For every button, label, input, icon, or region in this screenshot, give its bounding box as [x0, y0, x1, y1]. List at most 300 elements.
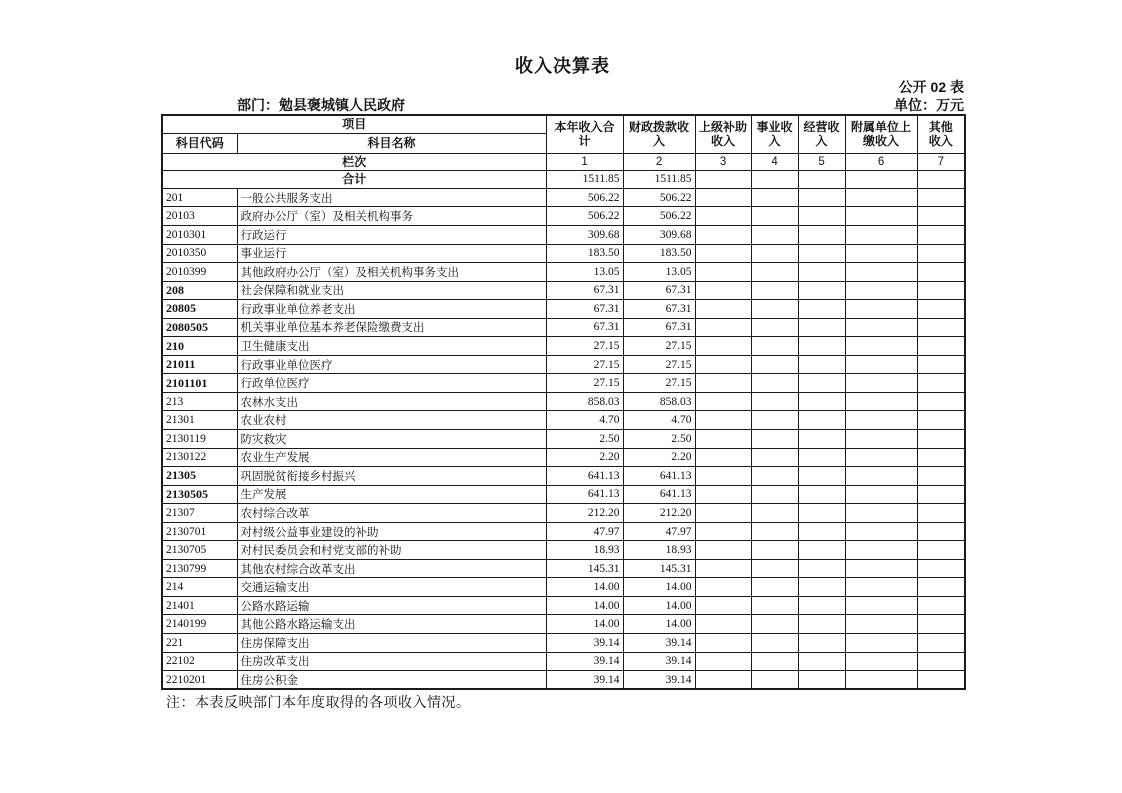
column-index-label: 栏次	[162, 153, 546, 170]
value-cell	[695, 671, 751, 690]
value-cell	[845, 225, 917, 244]
value-cell	[917, 448, 965, 467]
table-row	[162, 355, 965, 374]
value-cell	[798, 225, 845, 244]
table-row	[162, 225, 965, 244]
value-cell	[751, 300, 798, 319]
subject-name-cell: 住房保障支出	[237, 634, 546, 653]
header-subject-name: 科目名称	[237, 133, 546, 153]
subject-code-cell: 2010399	[162, 263, 237, 282]
value-cell	[845, 615, 917, 634]
value-cell	[845, 559, 917, 578]
value-cell	[798, 652, 845, 671]
value-cell	[751, 615, 798, 634]
value-cell: 27.15	[546, 337, 623, 356]
value-cell: 2.50	[546, 430, 623, 449]
value-cell	[751, 522, 798, 541]
header-col-fiscal-appropriation: 财政拨款收入	[623, 115, 695, 153]
value-cell	[917, 578, 965, 597]
value-cell: 14.00	[623, 578, 695, 597]
subject-code-cell: 21307	[162, 504, 237, 523]
value-cell	[798, 244, 845, 263]
column-index-cell: 7	[917, 153, 965, 170]
value-cell	[695, 263, 751, 282]
value-cell	[751, 448, 798, 467]
value-cell: 145.31	[623, 559, 695, 578]
value-cell	[751, 337, 798, 356]
table-row	[162, 318, 965, 337]
subject-code-cell: 2010350	[162, 244, 237, 263]
value-cell	[798, 281, 845, 300]
total-value-cell	[695, 170, 751, 188]
subject-code-cell: 21011	[162, 355, 237, 374]
value-cell	[751, 467, 798, 486]
value-cell	[751, 318, 798, 337]
table-row	[162, 188, 965, 207]
header-col-subordinate-remit: 附属单位上缴收入	[845, 115, 917, 153]
value-cell	[751, 207, 798, 226]
value-cell	[845, 337, 917, 356]
value-cell: 27.15	[623, 355, 695, 374]
value-cell	[751, 559, 798, 578]
value-cell	[751, 634, 798, 653]
subject-code-cell: 2010301	[162, 225, 237, 244]
subject-code-cell: 2130799	[162, 559, 237, 578]
subject-code-cell: 208	[162, 281, 237, 300]
value-cell: 858.03	[623, 392, 695, 411]
value-cell	[917, 392, 965, 411]
value-cell	[695, 188, 751, 207]
value-cell	[798, 207, 845, 226]
value-cell	[798, 318, 845, 337]
header-col-superior-subsidy: 上级补助收入	[695, 115, 751, 153]
value-cell	[695, 467, 751, 486]
header-col-business-income: 事业收入	[751, 115, 798, 153]
value-cell	[798, 355, 845, 374]
value-cell: 27.15	[623, 374, 695, 393]
total-value-cell	[917, 170, 965, 188]
table-row	[162, 467, 965, 486]
value-cell	[845, 596, 917, 615]
value-cell: 2.50	[623, 430, 695, 449]
header-col-other-income: 其他收入	[917, 115, 965, 153]
value-cell	[845, 411, 917, 430]
value-cell	[798, 615, 845, 634]
value-cell	[751, 596, 798, 615]
value-cell	[798, 578, 845, 597]
subject-name-cell: 事业运行	[237, 244, 546, 263]
table-row	[162, 485, 965, 504]
value-cell	[695, 392, 751, 411]
subject-code-cell: 213	[162, 392, 237, 411]
value-cell	[751, 504, 798, 523]
revenue-table	[161, 114, 966, 690]
value-cell	[798, 504, 845, 523]
unit-label: 单位：万元	[894, 97, 964, 113]
total-value-cell: 1511.85	[546, 170, 623, 188]
value-cell	[917, 615, 965, 634]
subject-code-cell: 22102	[162, 652, 237, 671]
value-cell	[917, 225, 965, 244]
value-cell: 39.14	[546, 634, 623, 653]
subject-name-cell: 农业生产发展	[237, 448, 546, 467]
value-cell	[917, 504, 965, 523]
value-cell: 13.05	[623, 263, 695, 282]
value-cell	[845, 188, 917, 207]
value-cell	[798, 337, 845, 356]
value-cell: 641.13	[623, 467, 695, 486]
value-cell: 13.05	[546, 263, 623, 282]
table-row	[162, 263, 965, 282]
value-cell	[751, 485, 798, 504]
subject-name-cell: 农林水支出	[237, 392, 546, 411]
subject-name-cell: 住房改革支出	[237, 652, 546, 671]
table-row	[162, 541, 965, 560]
value-cell	[845, 300, 917, 319]
value-cell: 39.14	[546, 671, 623, 690]
value-cell	[845, 541, 917, 560]
table-row	[162, 281, 965, 300]
value-cell	[917, 522, 965, 541]
subject-name-cell: 住房公积金	[237, 671, 546, 690]
value-cell	[845, 207, 917, 226]
value-cell	[798, 596, 845, 615]
value-cell	[751, 263, 798, 282]
value-cell: 506.22	[623, 188, 695, 207]
value-cell	[695, 318, 751, 337]
value-cell	[917, 541, 965, 560]
table-row	[162, 652, 965, 671]
table-row	[162, 337, 965, 356]
value-cell	[798, 634, 845, 653]
header-col-total-income: 本年收入合计	[546, 115, 623, 153]
value-cell	[751, 578, 798, 597]
value-cell	[751, 392, 798, 411]
value-cell: 67.31	[623, 300, 695, 319]
table-row	[162, 578, 965, 597]
column-index-cell: 4	[751, 153, 798, 170]
value-cell: 67.31	[546, 281, 623, 300]
subject-name-cell: 社会保障和就业支出	[237, 281, 546, 300]
column-index-cell: 2	[623, 153, 695, 170]
column-index-cell: 3	[695, 153, 751, 170]
table-row	[162, 430, 965, 449]
value-cell	[917, 411, 965, 430]
value-cell: 641.13	[623, 485, 695, 504]
value-cell	[695, 485, 751, 504]
value-cell: 14.00	[623, 615, 695, 634]
subject-name-cell: 巩固脱贫衔接乡村振兴	[237, 467, 546, 486]
subject-code-cell: 2130505	[162, 485, 237, 504]
subject-name-cell: 生产发展	[237, 485, 546, 504]
value-cell	[798, 522, 845, 541]
value-cell: 858.03	[546, 392, 623, 411]
subject-name-cell: 其他农村综合改革支出	[237, 559, 546, 578]
table-row	[162, 244, 965, 263]
value-cell	[917, 671, 965, 690]
value-cell	[695, 430, 751, 449]
value-cell: 67.31	[546, 300, 623, 319]
column-index-cell: 5	[798, 153, 845, 170]
footnote: 注：本表反映部门本年度取得的各项收入情况。	[166, 694, 471, 710]
subject-name-cell: 政府办公厅（室）及相关机构事务	[237, 207, 546, 226]
subject-name-cell: 对村级公益事业建设的补助	[237, 522, 546, 541]
value-cell	[917, 467, 965, 486]
value-cell: 39.14	[623, 652, 695, 671]
value-cell	[751, 430, 798, 449]
value-cell	[917, 485, 965, 504]
value-cell: 309.68	[546, 225, 623, 244]
header-row-top	[162, 115, 965, 133]
value-cell	[695, 225, 751, 244]
value-cell	[845, 430, 917, 449]
value-cell	[917, 355, 965, 374]
value-cell	[917, 430, 965, 449]
subject-code-cell: 20103	[162, 207, 237, 226]
value-cell	[751, 188, 798, 207]
table-row	[162, 522, 965, 541]
subject-code-cell: 2130701	[162, 522, 237, 541]
value-cell	[917, 337, 965, 356]
value-cell: 18.93	[546, 541, 623, 560]
subject-code-cell: 201	[162, 188, 237, 207]
subject-code-cell: 210	[162, 337, 237, 356]
subject-name-cell: 公路水路运输	[237, 596, 546, 615]
total-value-cell	[751, 170, 798, 188]
value-cell	[695, 522, 751, 541]
subject-code-cell: 21305	[162, 467, 237, 486]
value-cell	[845, 522, 917, 541]
subject-name-cell: 行政事业单位养老支出	[237, 300, 546, 319]
value-cell: 506.22	[546, 188, 623, 207]
value-cell	[845, 448, 917, 467]
value-cell	[917, 596, 965, 615]
header-subject-code: 科目代码	[162, 133, 237, 153]
value-cell	[845, 671, 917, 690]
column-index-cell: 1	[546, 153, 623, 170]
value-cell	[695, 615, 751, 634]
value-cell: 14.00	[546, 615, 623, 634]
value-cell	[695, 448, 751, 467]
value-cell	[845, 244, 917, 263]
value-cell	[917, 634, 965, 653]
value-cell	[845, 504, 917, 523]
value-cell: 14.00	[546, 578, 623, 597]
value-cell	[798, 485, 845, 504]
value-cell	[695, 281, 751, 300]
total-value-cell: 1511.85	[623, 170, 695, 188]
value-cell	[751, 652, 798, 671]
value-cell	[798, 430, 845, 449]
subject-name-cell: 农村综合改革	[237, 504, 546, 523]
value-cell: 183.50	[546, 244, 623, 263]
value-cell	[751, 225, 798, 244]
table-row	[162, 671, 965, 690]
value-cell	[798, 671, 845, 690]
table-number-label: 公开 02 表	[898, 79, 964, 95]
table-row	[162, 596, 965, 615]
value-cell	[845, 355, 917, 374]
subject-name-cell: 一般公共服务支出	[237, 188, 546, 207]
column-index-row	[162, 153, 965, 170]
value-cell: 145.31	[546, 559, 623, 578]
table-row	[162, 374, 965, 393]
value-cell	[845, 652, 917, 671]
value-cell: 47.97	[623, 522, 695, 541]
value-cell: 39.14	[623, 671, 695, 690]
subject-code-cell: 21301	[162, 411, 237, 430]
value-cell: 67.31	[623, 281, 695, 300]
table-row	[162, 392, 965, 411]
table-row	[162, 411, 965, 430]
value-cell	[798, 300, 845, 319]
value-cell	[845, 374, 917, 393]
value-cell: 14.00	[623, 596, 695, 615]
subject-name-cell: 其他政府办公厅（室）及相关机构事务支出	[237, 263, 546, 282]
subject-code-cell: 2080505	[162, 318, 237, 337]
value-cell: 2.20	[623, 448, 695, 467]
value-cell	[917, 559, 965, 578]
table-row	[162, 615, 965, 634]
value-cell	[695, 355, 751, 374]
value-cell	[917, 263, 965, 282]
value-cell	[917, 374, 965, 393]
value-cell	[845, 634, 917, 653]
value-cell: 212.20	[546, 504, 623, 523]
value-cell: 212.20	[623, 504, 695, 523]
table-row	[162, 634, 965, 653]
value-cell	[751, 281, 798, 300]
value-cell	[695, 207, 751, 226]
value-cell	[917, 281, 965, 300]
value-cell: 4.70	[623, 411, 695, 430]
value-cell: 506.22	[623, 207, 695, 226]
value-cell	[845, 467, 917, 486]
subject-name-cell: 行政运行	[237, 225, 546, 244]
total-row	[162, 170, 965, 188]
subject-name-cell: 农业农村	[237, 411, 546, 430]
value-cell	[695, 374, 751, 393]
subject-code-cell: 2130122	[162, 448, 237, 467]
value-cell	[695, 541, 751, 560]
value-cell	[751, 374, 798, 393]
value-cell: 506.22	[546, 207, 623, 226]
subject-name-cell: 行政单位医疗	[237, 374, 546, 393]
value-cell	[917, 318, 965, 337]
value-cell	[798, 467, 845, 486]
value-cell	[917, 652, 965, 671]
header-item-group: 项目	[162, 115, 546, 133]
value-cell	[845, 263, 917, 282]
subject-name-cell: 机关事业单位基本养老保险缴费支出	[237, 318, 546, 337]
subject-code-cell: 214	[162, 578, 237, 597]
value-cell	[695, 578, 751, 597]
header-col-operating-income: 经营收入	[798, 115, 845, 153]
value-cell	[798, 541, 845, 560]
value-cell	[695, 634, 751, 653]
value-cell	[695, 337, 751, 356]
value-cell	[845, 281, 917, 300]
subject-code-cell: 2140199	[162, 615, 237, 634]
value-cell: 27.15	[623, 337, 695, 356]
value-cell	[751, 671, 798, 690]
value-cell	[798, 188, 845, 207]
value-cell	[917, 188, 965, 207]
subject-name-cell: 对村民委员会和村党支部的补助	[237, 541, 546, 560]
subject-code-cell: 21401	[162, 596, 237, 615]
value-cell	[917, 207, 965, 226]
table-row	[162, 300, 965, 319]
value-cell	[751, 244, 798, 263]
value-cell: 641.13	[546, 485, 623, 504]
value-cell	[695, 559, 751, 578]
value-cell	[845, 485, 917, 504]
value-cell: 39.14	[623, 634, 695, 653]
total-label: 合计	[162, 170, 546, 188]
page-title: 收入决算表	[515, 56, 610, 76]
subject-code-cell: 2130705	[162, 541, 237, 560]
value-cell: 47.97	[546, 522, 623, 541]
value-cell	[798, 263, 845, 282]
value-cell: 641.13	[546, 467, 623, 486]
department-label: 部门：勉县褒城镇人民政府	[237, 97, 405, 113]
value-cell	[751, 411, 798, 430]
subject-code-cell: 2130119	[162, 430, 237, 449]
value-cell	[798, 411, 845, 430]
value-cell: 309.68	[623, 225, 695, 244]
value-cell	[695, 596, 751, 615]
value-cell: 27.15	[546, 374, 623, 393]
value-cell: 14.00	[546, 596, 623, 615]
subject-code-cell: 20805	[162, 300, 237, 319]
value-cell	[695, 244, 751, 263]
column-index-cell: 6	[845, 153, 917, 170]
total-value-cell	[845, 170, 917, 188]
value-cell	[695, 411, 751, 430]
subject-name-cell: 交通运输支出	[237, 578, 546, 597]
table-row	[162, 559, 965, 578]
table-row	[162, 504, 965, 523]
value-cell	[798, 374, 845, 393]
value-cell: 183.50	[623, 244, 695, 263]
value-cell: 4.70	[546, 411, 623, 430]
value-cell	[917, 244, 965, 263]
value-cell	[751, 355, 798, 374]
value-cell	[695, 504, 751, 523]
value-cell	[798, 392, 845, 411]
subject-code-cell: 2210201	[162, 671, 237, 690]
value-cell: 67.31	[623, 318, 695, 337]
subject-code-cell: 221	[162, 634, 237, 653]
value-cell	[695, 300, 751, 319]
value-cell: 2.20	[546, 448, 623, 467]
total-value-cell	[798, 170, 845, 188]
value-cell	[845, 392, 917, 411]
value-cell	[845, 578, 917, 597]
value-cell	[798, 559, 845, 578]
value-cell	[845, 318, 917, 337]
subject-name-cell: 行政事业单位医疗	[237, 355, 546, 374]
value-cell: 27.15	[546, 355, 623, 374]
value-cell: 67.31	[546, 318, 623, 337]
value-cell: 39.14	[546, 652, 623, 671]
table-row	[162, 448, 965, 467]
subject-name-cell: 防灾救灾	[237, 430, 546, 449]
value-cell	[751, 541, 798, 560]
value-cell: 18.93	[623, 541, 695, 560]
subject-name-cell: 其他公路水路运输支出	[237, 615, 546, 634]
subject-code-cell: 2101101	[162, 374, 237, 393]
